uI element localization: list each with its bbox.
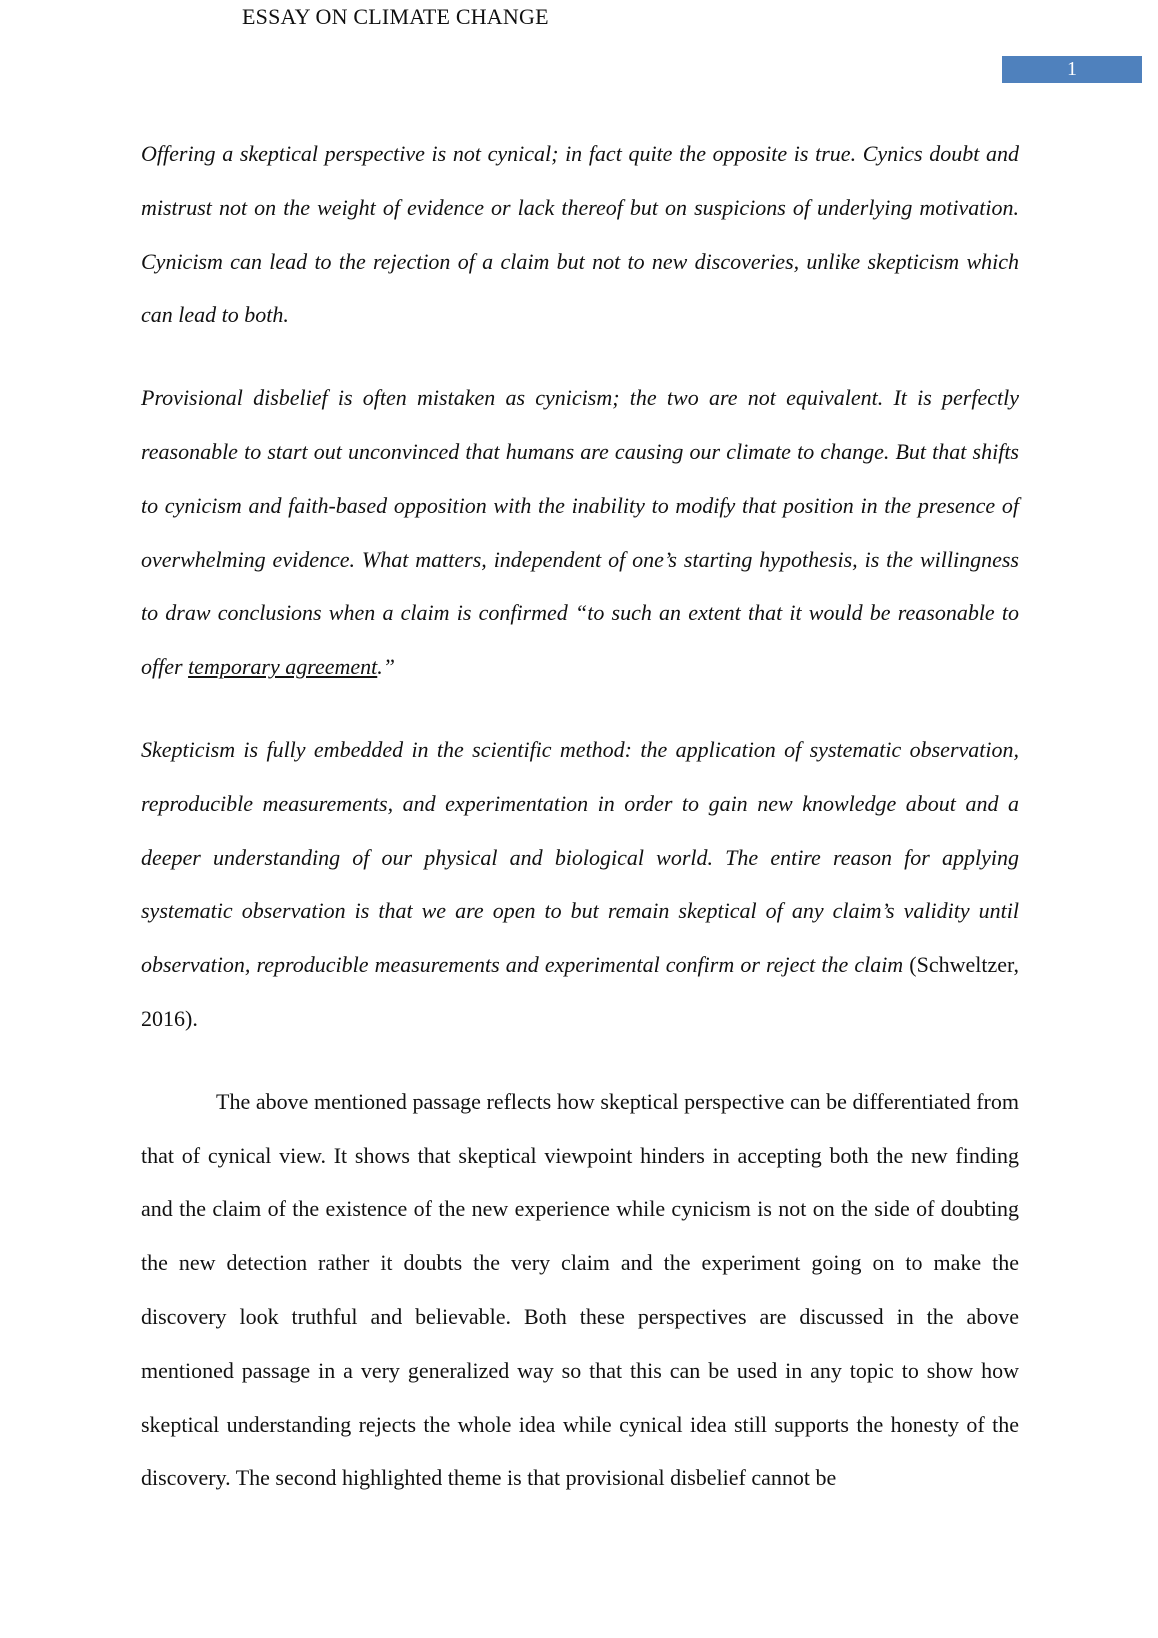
analysis-paragraph: The above mentioned passage reflects how skeptical perspective can be differentiated from that of cynical view. It shows that skeptical viewpoint hinders in accepting both the new finding and the claim of the existence of the new experience while cynicism is not on the side of doubting the new detection rather it doubts the very claim and the experiment going on to make the discovery look truthful and believable. Both these perspectives are discussed in the above mentioned passage in a very generalized way so that this can be used in any topic to show how skeptical understanding rejects the whole idea while cynical idea still supports the honesty of the discovery. The second highlighted theme is that provisional disbelief cannot be bbox=[141, 1088, 1019, 1491]
quote-paragraph-3 bbox=[141, 723, 1019, 1046]
quote-paragraph-3-text: Skepticism is fully embedded in the scientific method: the application of systematic observation, reproducible measurements, and experimentation in order to gain new knowledge about and a deeper understanding of our physical and biological world. The entire reason for applying systematic observation is that we are open to but remain skeptical of any claim’s validity until observation, reproducible measurements and experimental confirm or reject the claim bbox=[141, 736, 1019, 978]
quote-paragraph-2-closing: .” bbox=[377, 654, 396, 680]
document-body bbox=[141, 127, 1019, 1505]
quote-paragraph-2-text: Provisional disbelief is often mistaken as cynicism; the two are not equivalent. It is perfectly reasonable to start out unconvinced that humans are causing our climate to change. But that shifts to cynicism and faith-based opposition with the inability to modify that position in the presence of overwhelming evidence. What matters, independent of one’s starting hypothesis, is the willingness to draw conclusions when a claim is confirmed “to such an extent that it would be reasonable to offer bbox=[141, 385, 1019, 680]
quote-paragraph-2 bbox=[141, 371, 1019, 694]
citation: (Schweltzer, 2016). bbox=[141, 952, 1019, 1031]
quote-paragraph-1: Offering a skeptical perspective is not cynical; in fact quite the opposite is true. Cynics doubt and mistrust not on the weight of evidence or lack thereof but on suspicions of underlying motivation. Cynicism can lead to the rejection of a claim but not to new discoveries, unlike skepticism which can lead to both. bbox=[141, 141, 1019, 328]
page-number-badge: 1 bbox=[1002, 56, 1142, 83]
running-header-title: ESSAY ON CLIMATE CHANGE bbox=[242, 4, 549, 29]
temporary-agreement-link[interactable]: temporary agreement bbox=[188, 654, 378, 680]
